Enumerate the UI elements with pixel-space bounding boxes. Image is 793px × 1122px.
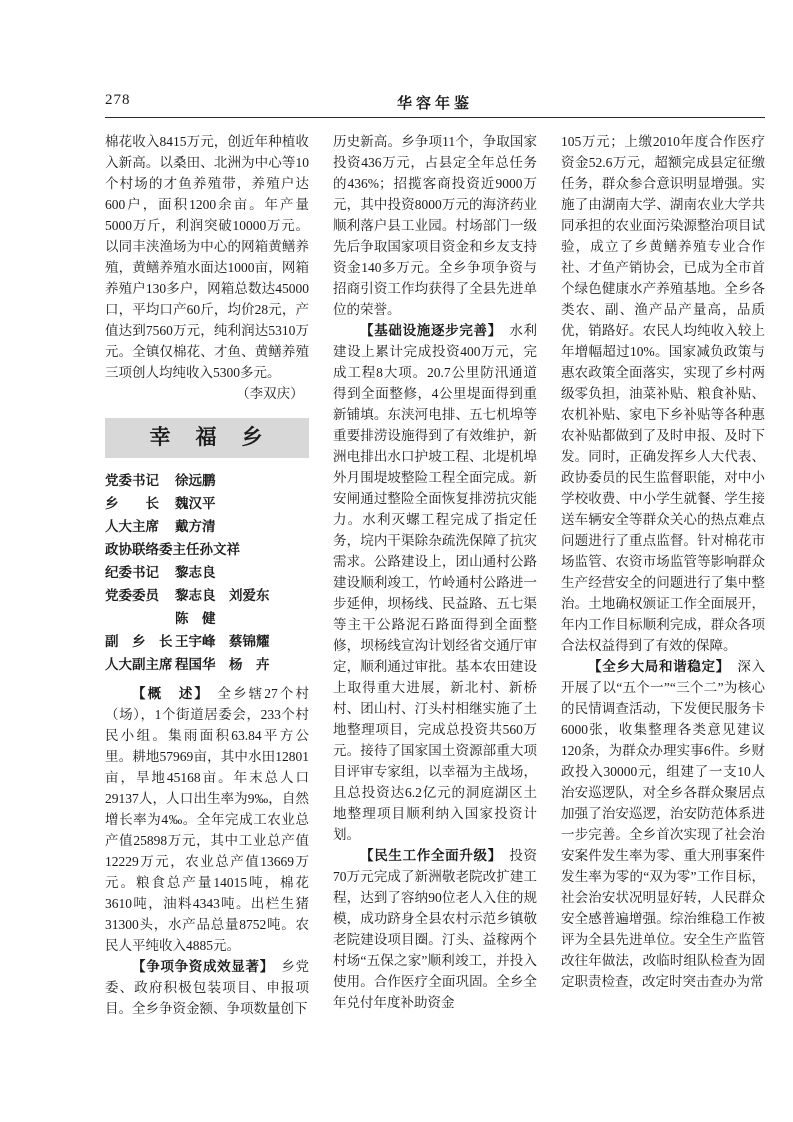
official-names: 黎志良 刘爱东 (175, 588, 270, 603)
official-title: 人大主席 (105, 519, 159, 534)
official-row (105, 561, 309, 584)
section-title: 幸 福 乡 (149, 426, 265, 449)
official-title: 人大副主席 (105, 657, 173, 672)
entry-label: 【基础设施逐步完善】 (360, 323, 502, 338)
official-title: 纪委书记 (105, 565, 159, 580)
entry-label: 【民生工作全面升级】 (360, 848, 502, 863)
official-title: 乡 长 (105, 496, 159, 511)
entry-label: 【全乡大局和谐稳定】 (588, 659, 730, 674)
column-2 (333, 131, 537, 1063)
byline: （李双庆） (236, 386, 304, 401)
entry-funding-continued: 历史新高。乡争项11个，争取国家投资436万元，占县定全年总任务的436%；招揽客商投资近9000万元，其中投资8000万元的海济药业顺利落户县工业园。村场部门一级先后争取国家项目资金和乡友支持资金140多万元。全乡争项争资与招商引资工作均获得了全县先进单位的荣誉。 (333, 134, 537, 317)
entry-text: 全乡辖27个村（场），1个街道居委会，233个村民小组。集雨面积63.84平方公里。耕地57969亩，其中水田12801亩，旱地45168亩。年末总人口29137人，人口出生率为9‰，自然增长率为4‰。全年完成工农业总产值25898万元，其中工业总产值12229万元，农业总产值13669万元。粮食总产量14015吨，棉花3610吨，油料4343吨。出栏生猪31300头，水产品总量8752吨。农民人平纯收入4885元。 (105, 686, 309, 953)
text-columns (105, 131, 765, 1063)
officials-list (105, 469, 309, 676)
entry-infrastructure (333, 320, 537, 845)
official-title: 党委书记 (105, 473, 159, 488)
official-names: 王宇峰 蔡锦耀 (175, 634, 270, 649)
official-row (105, 607, 309, 630)
official-row (105, 492, 309, 515)
official-row (105, 469, 309, 492)
running-title: 华容年鉴 (396, 96, 473, 112)
entry-stability (561, 656, 765, 992)
official-row (105, 515, 309, 538)
official-row (105, 630, 309, 653)
official-title: 副 乡 长 (105, 634, 173, 649)
entry-text: 乡党委、政府积极包装项目、申报项目。全乡争资金额、争项数量创下 (105, 959, 309, 1016)
official-names: 陈 健 (175, 611, 216, 626)
page-number: 278 (105, 92, 131, 108)
page-header (105, 92, 765, 114)
entry-funding (105, 956, 309, 1019)
entry-label: 【概 述】 (132, 686, 211, 701)
official-names: 程国华 杨 卉 (175, 657, 270, 672)
continued-article-paragraph: 棉花收入8415万元，创近年种植收入新高。以桑田、北洲为中心等10个村场的才鱼养殖带，养殖户达600户，面积1200余亩。年产量5000万斤，利润突破10000万元。以同丰浃渔场为中心的网箱黄鳝养殖，黄鳝养殖水面达1000亩，网箱养殖户130多户，网箱总数达45000口，平均口产60斤，均价28元，产值达到7560万元，纯利润达5310万元。全镇仅棉花、才鱼、黄鳝养殖三项创人均纯收入5300多元。 (105, 134, 309, 380)
official-names: 戴方清 (175, 519, 216, 534)
entry-overview (105, 683, 309, 956)
official-title: 政协联络委主任 (105, 542, 200, 557)
header-rule (105, 117, 765, 118)
section-title-box (105, 418, 309, 458)
official-names: 黎志良 (175, 565, 216, 580)
entry-text: 深入开展了以“五个一”“三个二”为核心的民情调查活动，下发便民服务卡6000张，收集整理各类意见建议120条，为群众办理实事6件。乡财政投入30000元，组建了一支10人治安巡逻队，对全乡各群众聚居点加强了治安巡逻，治安防范体系进一步完善。全乡首次实现了社会治安案件发生率为零、重大刑事案件发生率为零的“双为零”工作目标，社会治安状况明显好转，人民群众安全感普遍增强。综治维稳工作被评为全县先进单位。安全生产监管改往年做法，改临时组队检查为固定职责检查，改定时突击查办为常 (561, 659, 765, 989)
column-3 (561, 131, 765, 1063)
entry-livelihood (333, 845, 537, 1013)
official-row (105, 538, 309, 561)
official-row (105, 653, 309, 676)
official-names: 孙文祥 (199, 542, 240, 557)
official-names: 魏汉平 (175, 496, 216, 511)
entry-livelihood-continued: 105万元；上缴2010年度合作医疗资金52.6万元，超额完成县定征缴任务，群众参合意识明显增强。实施了由湖南大学、湖南农业大学共同承担的农业面污染源整治项目试验，成立了乡黄鳝养殖专业合作社、才鱼产销协会，已成为全市首个绿色健康水产养殖基地。全乡各类农、副、渔产品产量高，品质优，销路好。农民人均纯收入较上年增幅超过10%。国家减负政策与惠农政策全面落实，实现了乡村两级零负担，油菜补贴、粮食补贴、农机补贴、家电下乡补贴等各种惠农补贴都做到了及时申报、及时下发。同时，正确发挥乡人大代表、政协委员的民生监督职能，对中小学校收费、中小学生就餐、学生接送车辆安全等群众关心的热点难点问题进行了重点监督。针对棉花市场监管、农资市场监管等影响群众生产经营安全的问题进行了集中整治。土地确权颁证工作全面展开，年内工作目标顺利完成，群众各项合法权益得到了有效的保障。 (561, 134, 765, 653)
official-title: 党委委员 (105, 588, 159, 603)
official-row (105, 584, 309, 607)
entry-text: 水利建设上累计完成投资400万元，完成工程8大项。20.7公里防汛通道得到全面整修，4公里堤面得到重新铺填。东浃河电排、五七机埠等重要排涝设施得到了有效维护，新洲电排出水口护坡工程、北堤机埠外月围堤坡整险工程全面完成。新安闸通过整险全面恢复排涝抗灾能力。水利灭螺工程完成了指定任务，垸内干渠除杂疏洗保障了抗灾需求。公路建设上，团山通村公路建设顺利竣工，竹岭通村公路进一步延伸，坝杨线、民益路、五七渠等主干公路泥石路面得到全面整修，坝杨线宣沟计划经省交通厅审定，顺利通过审批。基本农田建设上取得重大进展，新北村、新桥村、团山村、汀头村相继实施了土地整理项目，完成总投资共560万元。接待了国家国土资源部重大项目评审专家组，以幸福为主战场，且总投资达6.2亿元的洞庭湖区土地整理项目顺利纳入国家投资计划。 (333, 323, 537, 842)
column-1 (105, 131, 309, 1063)
entry-text: 投资70万元完成了新洲敬老院改扩建工程，达到了容纳90位老人入住的规模，成功跻身全县农村示范乡镇敬老院建设项目圈。汀头、益稼两个村场“五保之家”顺利竣工，并投入使用。合作医疗全面巩固。全乡全年兑付年度补助资金 (333, 848, 537, 1010)
entry-label: 【争项争资成效显著】 (132, 959, 274, 974)
official-names: 徐远鹏 (175, 473, 216, 488)
